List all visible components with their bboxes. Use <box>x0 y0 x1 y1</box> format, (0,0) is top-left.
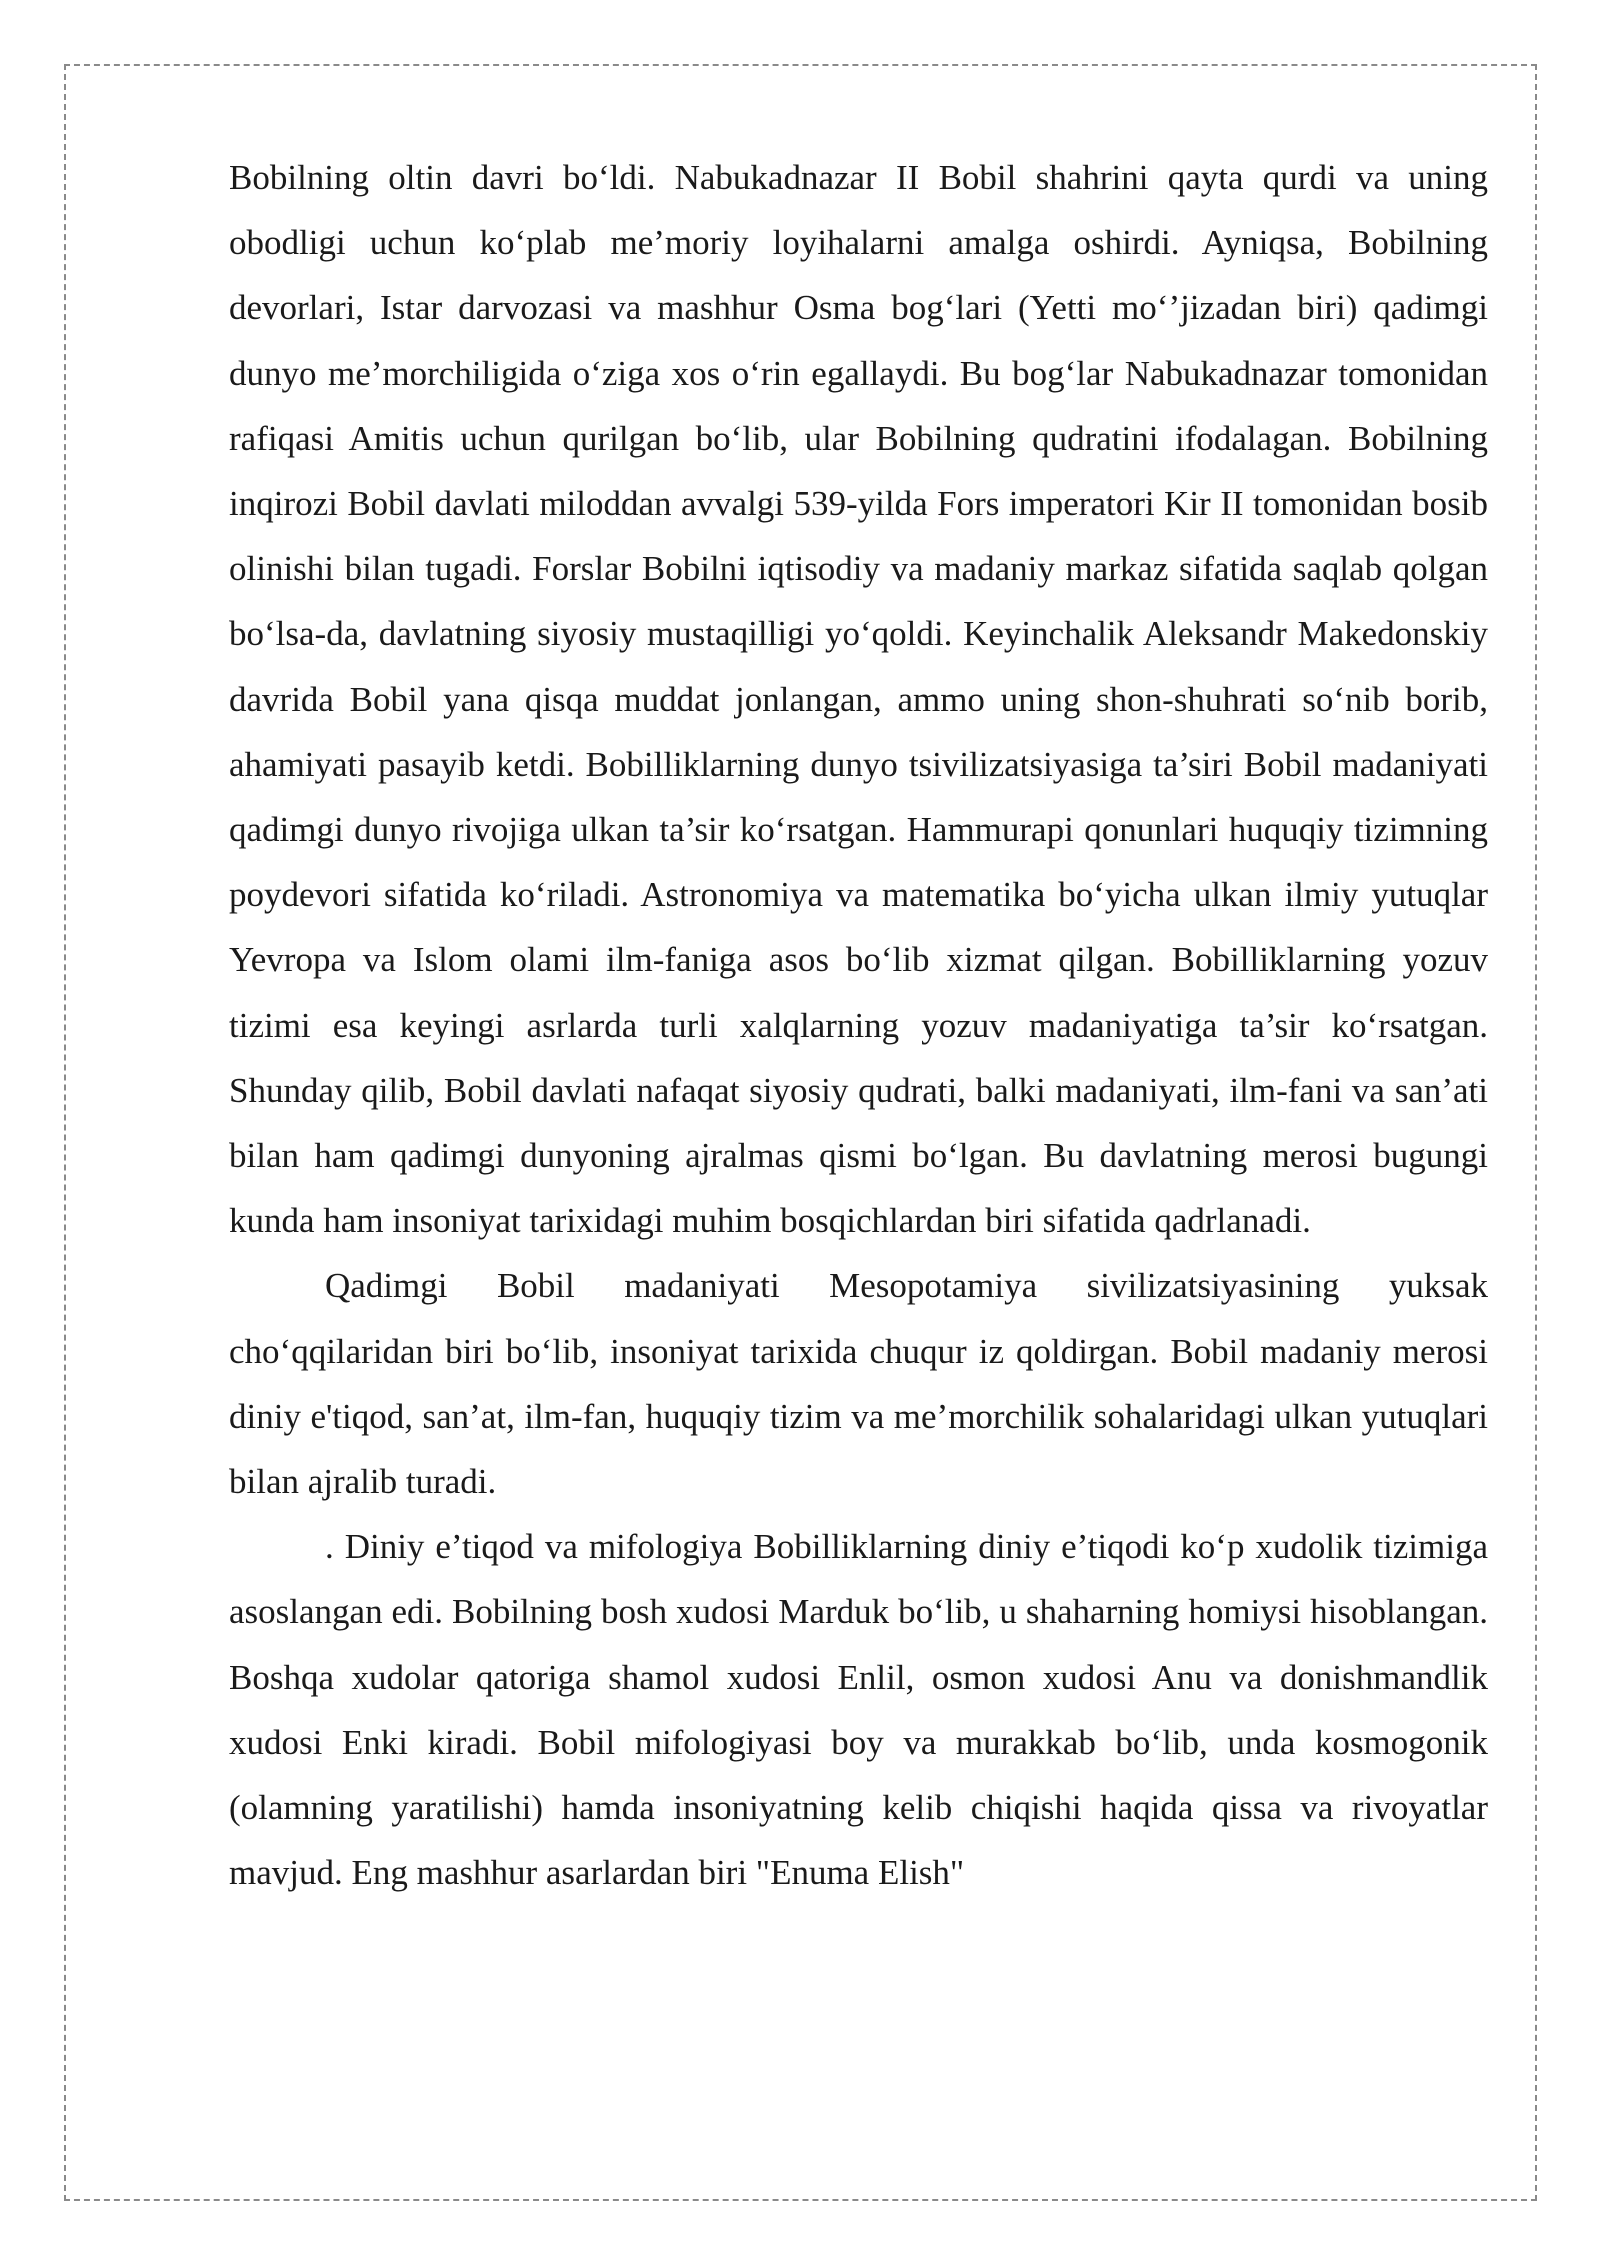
paragraph-culture-intro: Qadimgi Bobil madaniyati Mesopotamiya sivilizatsiyasining yuksak cho‘qqilaridan biri bo‘lib, insoniyat tarixida chuqur iz qoldirgan. Bobil madaniy merosi diniy e'tiqod, san’at, ilm-fan, huquqiy tizim va me’morchilik sohalaridagi ulkan yutuqlari bilan ajralib turadi. <box>229 1266 1488 1502</box>
paragraph-religion: . Diniy e’tiqod va mifologiya Bobilliklarning diniy e’tiqodi ko‘p xudolik tizimiga asoslangan edi. Bobilning bosh xudosi Marduk bo‘lib, u shaharning homiysi hisoblangan. Boshqa xudolar qatoriga shamol xudosi Enlil, osmon xudosi Anu va donishmandlik xudosi Enki kiradi. Bobil mifologiyasi boy va murakkab bo‘lib, unda kosmogonik (olamning yaratilishi) hamda insoniyatning kelib chiqishi haqida qissa va rivoyatlar mavjud. Eng mashhur asarlardan biri "Enuma Elish" <box>229 1527 1488 1893</box>
document-body <box>229 145 1488 1905</box>
paragraph-continuation: Bobilning oltin davri bo‘ldi. Nabukadnazar II Bobil shahrini qayta qurdi va uning obodligi uchun ko‘plab me’moriy loyihalarni amalga oshirdi. Ayniqsa, Bobilning devorlari, Istar darvozasi va mashhur Osma bog‘lari (Yetti mo‘’jizadan biri) qadimgi dunyo me’morchiligida o‘ziga xos o‘rin egallaydi. Bu bog‘lar Nabukadnazar tomonidan rafiqasi Amitis uchun qurilgan bo‘lib, ular Bobilning qudratini ifodalagan. Bobilning inqirozi Bobil davlati miloddan avvalgi 539-yilda Fors imperatori Kir II tomonidan bosib olinishi bilan tugadi. Forslar Bobilni iqtisodiy va madaniy markaz sifatida saqlab qolgan bo‘lsa-da, davlatning siyosiy mustaqilligi yo‘qoldi. Keyinchalik Aleksandr Makedonskiy davrida Bobil yana qisqa muddat jonlangan, ammo uning shon-shuhrati so‘nib borib, ahamiyati pasayib ketdi. Bobilliklarning dunyo tsivilizatsiyasiga ta’siri Bobil madaniyati qadimgi dunyo rivojiga ulkan ta’sir ko‘rsatgan. Hammurapi qonunlari huquqiy tizimning poydevori sifatida ko‘riladi. Astronomiya va matematika bo‘yicha ulkan ilmiy yutuqlar Yevropa va Islom olami ilm-faniga asos bo‘lib xizmat qilgan. Bobilliklarning yozuv tizimi esa keyingi asrlarda turli xalqlarning yozuv madaniyatiga ta’sir ko‘rsatgan. Shunday qilib, Bobil davlati nafaqat siyosiy qudrati, balki madaniyati, ilm-fani va san’ati bilan ham qadimgi dunyoning ajralmas qismi bo‘lgan. Bu davlatning merosi bugungi kunda ham insoniyat tarixidagi muhim bosqichlardan biri sifatida qadrlanadi. <box>229 158 1488 1241</box>
